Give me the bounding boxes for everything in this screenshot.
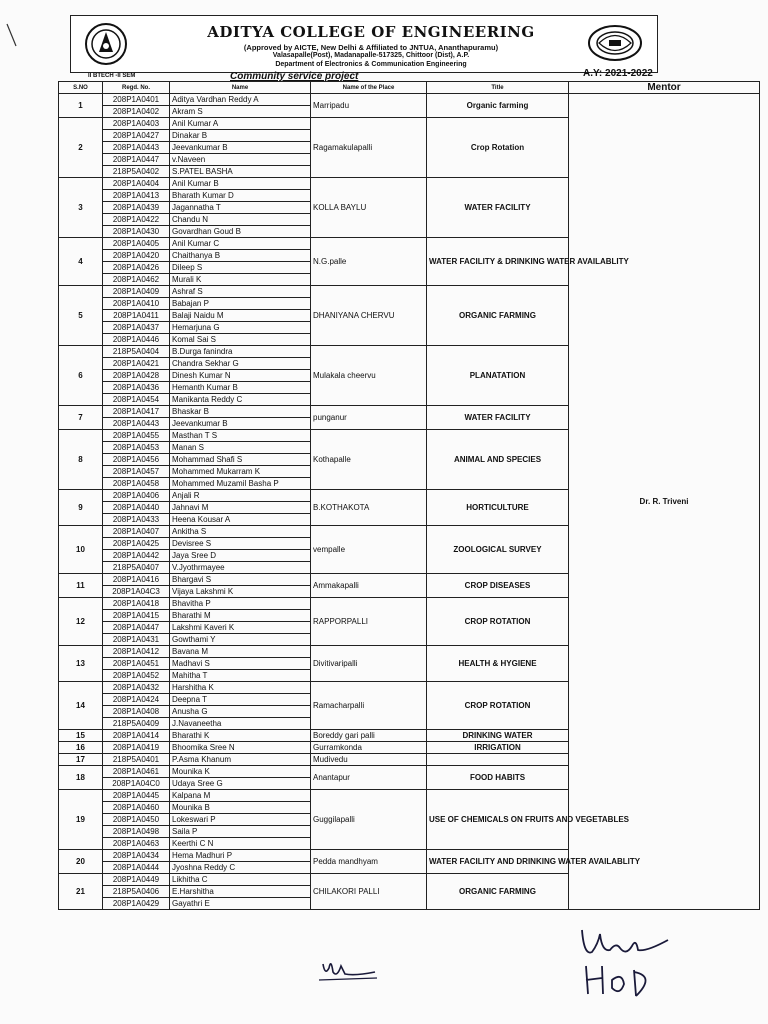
student-name: Balaji Naidu M — [170, 310, 311, 322]
serial-number: 8 — [59, 430, 103, 490]
student-name: Jaya Sree D — [170, 550, 311, 562]
regd-number: 218P5A0407 — [103, 562, 170, 574]
place-name: Kothapalle — [311, 430, 427, 490]
student-name: Ashraf S — [170, 286, 311, 298]
college-header — [70, 15, 658, 73]
regd-number: 218P5A0401 — [103, 754, 170, 766]
place-name: Anantapur — [311, 766, 427, 790]
place-name: Mudivedu — [311, 754, 427, 766]
regd-number: 208P1A0431 — [103, 634, 170, 646]
regd-number: 218P5A0409 — [103, 718, 170, 730]
student-name: S.PATEL BASHA — [170, 166, 311, 178]
student-name: Bharath Kumar D — [170, 190, 311, 202]
regd-number: 208P1A0444 — [103, 862, 170, 874]
regd-number: 208P1A0446 — [103, 334, 170, 346]
serial-number: 3 — [59, 178, 103, 238]
student-name: Udaya Sree G — [170, 778, 311, 790]
col-name: Name — [170, 82, 311, 94]
student-name: Lokeswari P — [170, 814, 311, 826]
student-name: Jyoshna Reddy C — [170, 862, 311, 874]
project-topic: ORGANIC FARMING — [427, 286, 569, 346]
project-topic: ORGANIC FARMING — [427, 874, 569, 910]
regd-number: 208P1A0402 — [103, 106, 170, 118]
regd-number: 208P1A0405 — [103, 238, 170, 250]
pen-mark — [5, 22, 19, 48]
student-name: Hemarjuna G — [170, 322, 311, 334]
project-topic: FOOD HABITS — [427, 766, 569, 790]
regd-number: 208P1A0426 — [103, 262, 170, 274]
student-name: Jagannatha T — [170, 202, 311, 214]
regd-number: 208P1A04C0 — [103, 778, 170, 790]
project-topic: IRRIGATION — [427, 742, 569, 754]
student-name: Kalpana M — [170, 790, 311, 802]
place-name: CHILAKORI PALLI — [311, 874, 427, 910]
student-name: Chandu N — [170, 214, 311, 226]
regd-number: 208P1A0498 — [103, 826, 170, 838]
regd-number: 208P1A0458 — [103, 478, 170, 490]
hod-signature — [572, 922, 672, 1006]
student-name: Manikanta Reddy C — [170, 394, 311, 406]
regd-number: 208P1A0463 — [103, 838, 170, 850]
place-name: Guggilapalli — [311, 790, 427, 850]
student-name: Dileep S — [170, 262, 311, 274]
student-name: Anil Kumar A — [170, 118, 311, 130]
student-name: Jeevankumar B — [170, 418, 311, 430]
college-logo-icon — [83, 22, 129, 66]
regd-number: 208P1A0443 — [103, 418, 170, 430]
student-name: Devisree S — [170, 538, 311, 550]
regd-number: 208P1A0430 — [103, 226, 170, 238]
student-name: Komal Sai S — [170, 334, 311, 346]
student-name: Bharathi M — [170, 610, 311, 622]
place-name: Pedda mandhyam — [311, 850, 427, 874]
regd-number: 208P1A04C3 — [103, 586, 170, 598]
table-body — [59, 94, 760, 910]
regd-number: 208P1A0427 — [103, 130, 170, 142]
student-name: Mohammed Muzamil Basha P — [170, 478, 311, 490]
project-topic: DRINKING WATER — [427, 730, 569, 742]
semester-label: II BTECH -II SEM — [88, 73, 136, 79]
regd-number: 208P1A0432 — [103, 682, 170, 694]
students-table — [58, 81, 760, 910]
student-name: Bhoomika Sree N — [170, 742, 311, 754]
col-sno: S.NO — [59, 82, 103, 94]
col-place: Name of the Place — [311, 82, 427, 94]
department-line: Department of Electronics & Communication Engineering — [275, 61, 467, 68]
regd-number: 208P1A0455 — [103, 430, 170, 442]
place-name: KOLLA BAYLU — [311, 178, 427, 238]
regd-number: 208P1A0421 — [103, 358, 170, 370]
place-name: Ragamakulapalli — [311, 118, 427, 178]
student-name: Dinesh Kumar N — [170, 370, 311, 382]
regd-number: 208P1A0456 — [103, 454, 170, 466]
student-name: v.Naveen — [170, 154, 311, 166]
student-name: Likhitha C — [170, 874, 311, 886]
regd-number: 208P1A0408 — [103, 706, 170, 718]
regd-number: 208P1A0440 — [103, 502, 170, 514]
serial-number: 5 — [59, 286, 103, 346]
serial-number: 18 — [59, 766, 103, 790]
place-name: Divitivaripalli — [311, 646, 427, 682]
student-name: Bhargavi S — [170, 574, 311, 586]
regd-number: 208P1A0413 — [103, 190, 170, 202]
serial-number: 2 — [59, 118, 103, 178]
student-name: Bhavitha P — [170, 598, 311, 610]
regd-number: 208P1A0429 — [103, 898, 170, 910]
student-name: Jahnavi M — [170, 502, 311, 514]
place-name: B.KOTHAKOTA — [311, 490, 427, 526]
place-name: RAPPORPALLI — [311, 598, 427, 646]
serial-number: 4 — [59, 238, 103, 286]
place-name: punganur — [311, 406, 427, 430]
student-name: Heena Kousar A — [170, 514, 311, 526]
student-name: Akram S — [170, 106, 311, 118]
regd-number: 208P1A0419 — [103, 742, 170, 754]
emblem-icon — [585, 22, 645, 64]
place-name: Boreddy gari palli — [311, 730, 427, 742]
project-topic: Crop Rotation — [427, 118, 569, 178]
student-name: J.Navaneetha — [170, 718, 311, 730]
regd-number: 218P5A0402 — [103, 166, 170, 178]
project-topic: ANIMAL AND SPECIES — [427, 430, 569, 490]
regd-number: 208P1A0415 — [103, 610, 170, 622]
student-name: Anil Kumar B — [170, 178, 311, 190]
regd-number: 208P1A0451 — [103, 658, 170, 670]
student-name: Gowthami Y — [170, 634, 311, 646]
student-name: Bhaskar B — [170, 406, 311, 418]
student-name: Hemanth Kumar B — [170, 382, 311, 394]
project-title: Community service project — [230, 71, 359, 82]
regd-number: 208P1A0420 — [103, 250, 170, 262]
col-regd: Regd. No. — [103, 82, 170, 94]
project-topic: HORTICULTURE — [427, 490, 569, 526]
place-name: vempalle — [311, 526, 427, 574]
student-name: B.Durga fanindra — [170, 346, 311, 358]
student-name: Babajan P — [170, 298, 311, 310]
place-name: Mulakala cheervu — [311, 346, 427, 406]
table-row — [59, 94, 760, 106]
regd-number: 208P1A0453 — [103, 442, 170, 454]
serial-number: 19 — [59, 790, 103, 850]
serial-number: 15 — [59, 730, 103, 742]
project-topic: WATER FACILITY AND DRINKING WATER AVAILABLITY — [427, 850, 569, 874]
address-line: Valasapalle(Post), Madanapalle-517325, Chittoor (Dist), A.P. — [272, 52, 470, 59]
student-name: Mohammad Shafi S — [170, 454, 311, 466]
regd-number: 208P1A0450 — [103, 814, 170, 826]
serial-number: 9 — [59, 490, 103, 526]
regd-number: 208P1A0445 — [103, 790, 170, 802]
student-name: Aditya Vardhan Reddy A — [170, 94, 311, 106]
student-name: Jeevankumar B — [170, 142, 311, 154]
regd-number: 208P1A0418 — [103, 598, 170, 610]
project-topic: PLANATATION — [427, 346, 569, 406]
student-name: Mounika B — [170, 802, 311, 814]
regd-number: 208P1A0409 — [103, 286, 170, 298]
student-name: Mohammed Mukarram K — [170, 466, 311, 478]
serial-number: 17 — [59, 754, 103, 766]
student-name: Bharathi K — [170, 730, 311, 742]
student-name: Bavana M — [170, 646, 311, 658]
student-name: E.Harshitha — [170, 886, 311, 898]
serial-number: 12 — [59, 598, 103, 646]
student-name: Gayathri E — [170, 898, 311, 910]
student-name: Vijaya Lakshmi K — [170, 586, 311, 598]
regd-number: 208P1A0454 — [103, 394, 170, 406]
regd-number: 208P1A0437 — [103, 322, 170, 334]
student-name: Saila P — [170, 826, 311, 838]
student-name: Harshitha K — [170, 682, 311, 694]
academic-year: A.Y: 2021-2022 — [583, 68, 653, 79]
place-name: N.G.palle — [311, 238, 427, 286]
student-name: Govardhan Goud B — [170, 226, 311, 238]
student-name: Masthan T S — [170, 430, 311, 442]
mentor-name: Dr. R. Triveni — [569, 94, 760, 910]
serial-number: 10 — [59, 526, 103, 574]
project-topic: WATER FACILITY — [427, 406, 569, 430]
serial-number: 1 — [59, 94, 103, 118]
student-name: Anusha G — [170, 706, 311, 718]
regd-number: 208P1A0407 — [103, 526, 170, 538]
serial-number: 16 — [59, 742, 103, 754]
student-name: Anjali R — [170, 490, 311, 502]
student-name: Mounika K — [170, 766, 311, 778]
serial-number: 14 — [59, 682, 103, 730]
student-name: P.Asma Khanum — [170, 754, 311, 766]
place-name: Ramacharpalli — [311, 682, 427, 730]
serial-number: 6 — [59, 346, 103, 406]
regd-number: 208P1A0414 — [103, 730, 170, 742]
regd-number: 208P1A0416 — [103, 574, 170, 586]
project-topic: WATER FACILITY & DRINKING WATER AVAILABLITY — [427, 238, 569, 286]
regd-number: 208P1A0462 — [103, 274, 170, 286]
serial-number: 7 — [59, 406, 103, 430]
regd-number: 208P1A0434 — [103, 850, 170, 862]
student-name: Hema Madhuri P — [170, 850, 311, 862]
col-title: Title — [427, 82, 569, 94]
place-name: Ammakapalli — [311, 574, 427, 598]
regd-number: 208P1A0404 — [103, 178, 170, 190]
regd-number: 208P1A0452 — [103, 670, 170, 682]
student-name: Manan S — [170, 442, 311, 454]
regd-number: 208P1A0401 — [103, 94, 170, 106]
place-name: Marripadu — [311, 94, 427, 118]
project-topic: CROP ROTATION — [427, 682, 569, 730]
student-name: Murali K — [170, 274, 311, 286]
regd-number: 218P5A0404 — [103, 346, 170, 358]
project-topic: WATER FACILITY — [427, 178, 569, 238]
student-name: Lakshmi Kaveri K — [170, 622, 311, 634]
regd-number: 208P1A0457 — [103, 466, 170, 478]
regd-number: 208P1A0424 — [103, 694, 170, 706]
regd-number: 208P1A0443 — [103, 142, 170, 154]
student-name: Anil Kumar C — [170, 238, 311, 250]
student-name: Ankitha S — [170, 526, 311, 538]
regd-number: 208P1A0442 — [103, 550, 170, 562]
col-mentor: Mentor — [569, 82, 760, 94]
regd-number: 208P1A0410 — [103, 298, 170, 310]
regd-number: 208P1A0439 — [103, 202, 170, 214]
place-name: DHANIYANA CHERVU — [311, 286, 427, 346]
regd-number: 208P1A0403 — [103, 118, 170, 130]
serial-number: 20 — [59, 850, 103, 874]
regd-number: 208P1A0447 — [103, 154, 170, 166]
regd-number: 208P1A0417 — [103, 406, 170, 418]
project-topic: HEALTH & HYGIENE — [427, 646, 569, 682]
project-topic — [427, 754, 569, 766]
table-header-row — [59, 82, 760, 94]
regd-number: 208P1A0449 — [103, 874, 170, 886]
student-name: Chandra Sekhar G — [170, 358, 311, 370]
project-topic: Organic farming — [427, 94, 569, 118]
student-name: Dinakar B — [170, 130, 311, 142]
faculty-signature — [315, 952, 380, 986]
regd-number: 208P1A0460 — [103, 802, 170, 814]
student-name: Keerthi C N — [170, 838, 311, 850]
regd-number: 208P1A0411 — [103, 310, 170, 322]
regd-number: 218P5A0406 — [103, 886, 170, 898]
regd-number: 208P1A0436 — [103, 382, 170, 394]
project-topic: USE OF CHEMICALS ON FRUITS AND VEGETABLES — [427, 790, 569, 850]
student-name: Deepna T — [170, 694, 311, 706]
regd-number: 208P1A0425 — [103, 538, 170, 550]
place-name: Gurramkonda — [311, 742, 427, 754]
student-name: V.Jyothrmayee — [170, 562, 311, 574]
serial-number: 21 — [59, 874, 103, 910]
student-name: Chaithanya B — [170, 250, 311, 262]
regd-number: 208P1A0406 — [103, 490, 170, 502]
college-name: ADITYA COLLEGE OF ENGINEERING — [207, 23, 535, 41]
regd-number: 208P1A0433 — [103, 514, 170, 526]
regd-number: 208P1A0461 — [103, 766, 170, 778]
serial-number: 11 — [59, 574, 103, 598]
serial-number: 13 — [59, 646, 103, 682]
project-topic: ZOOLOGICAL SURVEY — [427, 526, 569, 574]
regd-number: 208P1A0412 — [103, 646, 170, 658]
regd-number: 208P1A0422 — [103, 214, 170, 226]
regd-number: 208P1A0447 — [103, 622, 170, 634]
student-name: Madhavi S — [170, 658, 311, 670]
project-topic: CROP DISEASES — [427, 574, 569, 598]
approval-line: (Approved by AICTE, New Delhi & Affiliated to JNTUA, Ananthapuramu) — [243, 43, 499, 52]
student-name: Mahitha T — [170, 670, 311, 682]
project-topic: CROP ROTATION — [427, 598, 569, 646]
regd-number: 208P1A0428 — [103, 370, 170, 382]
